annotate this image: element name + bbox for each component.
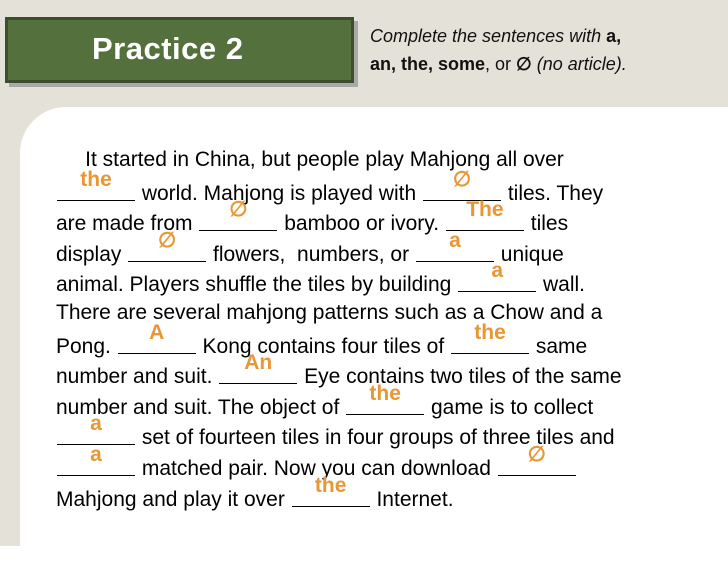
passage-text: are made from — [56, 212, 199, 236]
passage-text: Internet. — [370, 487, 454, 511]
passage-text: same — [530, 334, 588, 358]
passage-text: display — [56, 242, 128, 266]
passage-line — [56, 381, 716, 421]
passage-line — [56, 228, 716, 268]
answer-blank[interactable] — [56, 442, 136, 475]
passage-line — [56, 167, 716, 207]
instructions-options: an, the, some — [370, 54, 486, 74]
answer-blank[interactable] — [457, 259, 537, 291]
passage-text: Kong contains four tiles of — [196, 334, 451, 358]
passage-text: flowers, numbers, or — [207, 242, 415, 266]
passage-text: game is to collect — [425, 395, 594, 419]
passage-text: It started in China, but people play Mahjong all over — [56, 148, 564, 171]
answer-blank[interactable] — [56, 167, 136, 200]
answer-text: a — [90, 442, 102, 466]
passage-text: Pong. — [56, 334, 117, 358]
passage-text: matched pair. Now you can download — [136, 456, 497, 480]
answer-text: a — [90, 412, 102, 436]
answer-text: ∅ — [158, 228, 177, 252]
answer-text: the — [80, 167, 112, 191]
passage-text: animal. Players shuffle the tiles by building — [56, 273, 458, 297]
answer-blank[interactable] — [345, 381, 425, 414]
answer-text: a — [491, 259, 504, 283]
title-box — [5, 17, 354, 83]
answer-text: The — [466, 198, 504, 222]
passage-line — [56, 145, 716, 176]
passage-text: tiles — [524, 212, 569, 236]
passage-line — [56, 320, 716, 360]
passage-text: world. Mahjong is played with — [136, 181, 422, 205]
answer-blank[interactable] — [291, 473, 371, 506]
passage-text: bamboo or ivory. — [278, 212, 445, 236]
answer-blank[interactable] — [117, 320, 197, 353]
passage-line — [56, 412, 716, 451]
passage-text: number and suit. — [56, 365, 219, 389]
null-symbol-icon: ∅ — [516, 54, 532, 74]
answer-blank[interactable] — [497, 442, 577, 475]
passage-text: wall. — [537, 273, 586, 297]
answer-text: the — [369, 381, 401, 405]
answer-text: ∅ — [452, 167, 472, 191]
answer-blank[interactable] — [218, 351, 298, 383]
answer-blank[interactable] — [198, 198, 278, 230]
passage — [56, 145, 716, 512]
answer-text: An — [244, 351, 273, 375]
answer-text: a — [449, 228, 461, 252]
passage-text: set of fourteen tiles in four groups of three tiles and — [136, 426, 615, 450]
instructions — [370, 22, 720, 78]
answer-text: ∅ — [527, 442, 546, 466]
instructions-lead: Complete the sentences with — [370, 26, 607, 46]
answer-text: the — [314, 473, 347, 497]
answer-text: ∅ — [229, 198, 248, 222]
instructions-a: a, — [606, 26, 622, 46]
answer-blank[interactable] — [127, 228, 207, 261]
instructions-note: (no article). — [531, 54, 627, 74]
passage-line — [56, 442, 716, 482]
passage-text: There are several mahjong patterns such as a Chow and a — [56, 300, 603, 324]
passage-line — [56, 259, 716, 298]
passage-text: Mahjong and play it over — [56, 487, 291, 511]
passage-text: number and suit. The object of — [56, 395, 346, 419]
instructions-or: , or — [485, 54, 517, 74]
page-title: Practice 2 — [92, 31, 244, 66]
answer-blank[interactable] — [450, 320, 530, 353]
passage-line — [56, 473, 716, 513]
passage-text: Eye contains two tiles of the same — [298, 365, 622, 389]
answer-text: the — [474, 320, 506, 344]
passage-text: unique — [494, 242, 564, 266]
answer-text: A — [149, 320, 165, 344]
passage-text: tiles. They — [501, 181, 604, 205]
